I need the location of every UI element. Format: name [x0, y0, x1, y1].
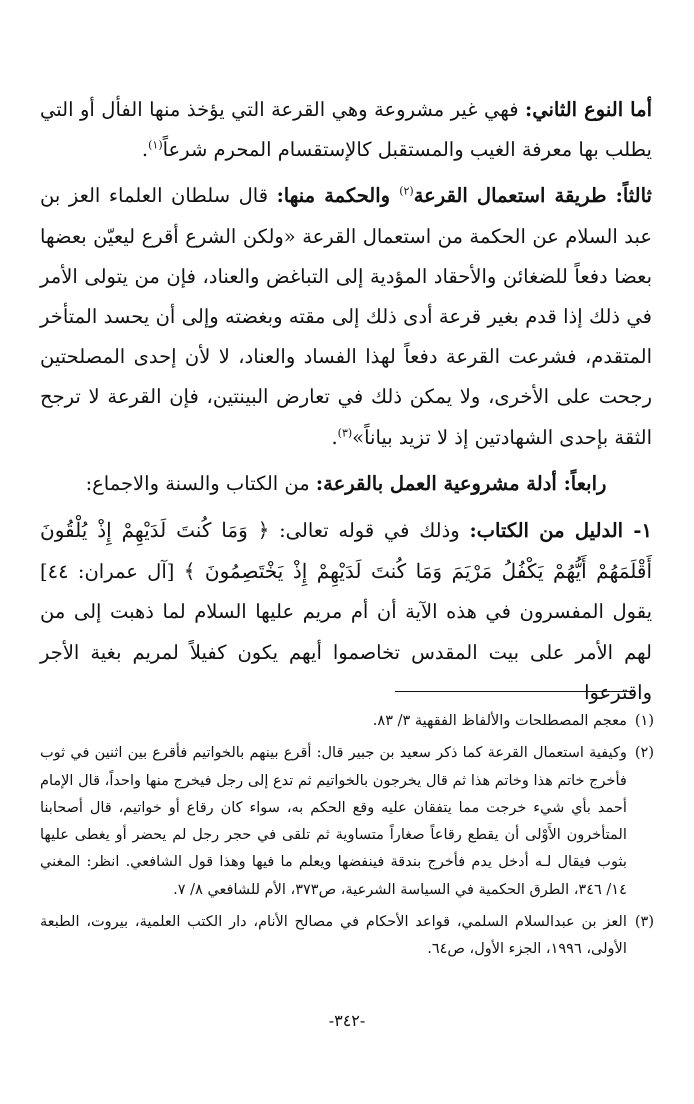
punctuation: . — [141, 138, 149, 162]
heading-third-b: والحكمة منها: — [276, 184, 400, 208]
main-text — [40, 90, 652, 713]
footnote-3 — [40, 909, 654, 964]
page-number: -٣٤٢- — [328, 1011, 366, 1030]
footnotes — [40, 708, 654, 969]
heading-evidence-book: ١- الدليل من الكتاب: — [469, 519, 653, 543]
footnote-2 — [40, 740, 654, 904]
footnote-number: (٣) — [634, 914, 654, 931]
paragraph-text: وذلك في قوله تعالى: — [269, 519, 470, 543]
heading-type-two: أما النوع الثاني: — [525, 98, 652, 121]
paragraph-text: قال سلطان العلماء العز بن عبد السلام عن الحكمة من استعمال القرعة «ولكن الشرع أقرع ليعيّن بعضها بعضا دفعاً للضغائن والأحقاد المؤدية إلى التباغض والعناد، فإن من يتولى الأمر في ذلك إذا قدم بغير قرعة أدى ذلك إلى مقته وبغضته وإلى أن يحسد المتأخر المتقدم، فشرعت القرعة دفعاً لهذا الفساد والعناد، لا لأن إحدى المصلحتين رجحت على الأخرى، ولا يمكن ذلك في تعارض البينتين، فإن القرعة لا ترجح الثقة بإحدى الشهادتين إذ لا تزيد بياناً» — [40, 184, 652, 449]
heading-fourth: رابعاً: أدلة مشروعية العمل بالقرعة: — [315, 471, 607, 495]
footnote-text: وكيفية استعمال القرعة كما ذكر سعيد بن جبير قال: أقرع بينهم بالخواتيم فأقرع بين اثنين في ثوب فأخرج خاتم هذا وخاتم هذا ثم قال يخرجون بالخواتيم ثم تدع إلى رجل فيخرج منها واحداً، قال الإمام أحمد بأي شيء خرجت مما يتفقان عليه وقع الحكم به، سواء كان رقاع أو خواتيم، قال أصحابنا المتأخرون الأَوْلى أن يقطع رقاعاً صغاراً متساوية ثم تلقى في حجر رجل لم يحضر أو يغطى عليها بثوب فيقال لـه أدخل يدم فأخرج بندقة فينفضها ويعلم ما فيها وهذا قول الشافعي. انظر: المغني ١٤/ ٣٤٦، الطرق الحكمية في السياسة الشرعية، ص٣٧٣، الأم للشافعي ٨/ ٧. — [40, 745, 627, 898]
paragraph-text: فهي غير مشروعة وهي القرعة التي يؤخذ منها الفأل أو التي يطلب بها معرفة الغيب والمستقبل كالإستقسام المحرم شرعاً — [40, 98, 652, 162]
paragraph-text: من الكتاب والسنة والاجماع: — [85, 471, 316, 495]
paragraph-text: يقول المفسرون في هذه الآية أن أم مريم عليها السلام لما ذهبت إلى من لهم الأمر على بيت المقدس تخاصموا أيهم يكون كفيلاً لمريم بغية الأجر واقترعوا — [40, 600, 652, 704]
footnote-ref-1[interactable]: (١) — [148, 138, 163, 152]
footnote-text: العز بن عبدالسلام السلمي، قواعد الأحكام في مصالح الأنام، دار الكتب العلمية، بيروت، الطبعة الأولى، ١٩٩٦، الجزء الأول، ص٦٤. — [40, 914, 627, 958]
quran-verse: ﴿ وَمَا كُنتَ لَدَيْهِمْ إِذْ يُلْقُونَ أَقْلَمَهُمْ أَيُّهُمْ يَكْفُلُ مَرْيَمَ وَمَا كُنتَ لَدَيْهِمْ إِذْ يَخْتَصِمُونَ ﴾ — [40, 518, 652, 584]
footnote-text: معجم المصطلحات والألفاظ الفقهية ٣/ ٨٣. — [372, 713, 627, 729]
footnote-ref-2[interactable]: (٢) — [399, 184, 414, 198]
footnote-1 — [40, 708, 654, 735]
punctuation: . — [331, 425, 338, 449]
paragraph-third — [40, 176, 652, 457]
paragraph-evidence-book — [40, 510, 652, 713]
paragraph-type-two — [40, 90, 652, 170]
footnote-ref-3[interactable]: (٣) — [337, 426, 353, 440]
heading-third-a: ثالثاً: طريقة استعمال القرعة — [413, 184, 652, 208]
verse-citation: [آل عمران: ٤٤] — [40, 560, 184, 584]
footnote-number: (٢) — [634, 745, 654, 762]
paragraph-fourth — [40, 464, 652, 504]
footnote-number: (١) — [634, 713, 654, 729]
footnote-separator — [395, 691, 635, 692]
